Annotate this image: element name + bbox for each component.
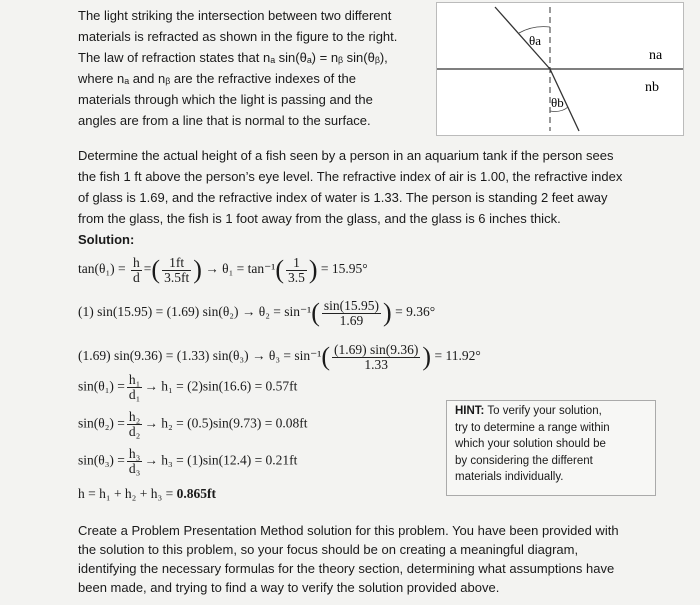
n-b-label: nb xyxy=(645,80,659,95)
intro-line: The light striking the intersection between two different xyxy=(78,8,392,23)
theta-a-label: θa xyxy=(529,33,541,48)
hint-line: try to determine a range within xyxy=(455,421,610,434)
equation-theta3: (1.69) sin(9.36) = (1.33) sin(θ₃) → θ₃ = sin⁻¹( $\frac{(1.69) \sin(9.36)}{1.33}$ ) = 11.92° xyxy=(78,341,481,372)
problem-statement xyxy=(78,145,678,229)
equation-h2: sin(θ₂) = $\frac{\text{h₂}}{\text{d₂}}$ → h₂ = (0.5)sin(9.73) = 0.08ft xyxy=(78,409,308,439)
hint-line: by considering the different xyxy=(455,454,593,467)
closing-line: identifying the necessary formulas for the theory section, determining what assumptions have xyxy=(78,561,615,576)
intro-line: where nₐ and nᵦ are the refractive indexes of the xyxy=(78,71,356,86)
problem-line: Determine the actual height of a fish seen by a person in an aquarium tank if the person sees xyxy=(78,148,614,163)
intro-line: materials through which the light is passing and the xyxy=(78,92,373,107)
incident-ray xyxy=(495,7,550,69)
equation-h1: sin(θ₁) = $\frac{\text{h₁}}{\text{d₁}}$ → h₁ = (2)sin(16.6) = 0.57ft xyxy=(78,372,298,402)
solution-label: Solution: xyxy=(78,232,135,247)
equation-theta1: tan(θ₁) = $\frac{h}{d}$ =( $\frac{1ft}{3.5ft}$ ) → θ₁ = tan⁻¹( $\frac{1}{3.5}$ ) = 15.95° xyxy=(78,254,368,285)
closing-line: the solution to this problem, so your focus should be on creating a meaningful diagram, xyxy=(78,542,579,557)
closing-paragraph xyxy=(78,521,678,597)
hint-line: materials individually. xyxy=(455,471,564,483)
n-a-label: na xyxy=(649,48,663,63)
closing-line: been made, and trying to find a way to verify the solution provided above. xyxy=(78,580,500,595)
intro-line: materials is refracted as shown in the figure to the right. xyxy=(78,29,398,44)
equation-h3: sin(θ₃) = $\frac{\text{h₃}}{\text{d₃}}$ → h₃ = (1)sin(12.4) = 0.21ft xyxy=(78,446,298,476)
intro-line: angles are from a line that is normal to the surface. xyxy=(78,113,371,128)
problem-line: of glass is 1.69, and the refractive index of water is 1.33. The person is standing 2 feet away xyxy=(78,190,608,205)
closing-line: Create a Problem Presentation Method solution for this problem. You have been provided with xyxy=(78,523,619,538)
intro-paragraph xyxy=(78,5,397,131)
refraction-diagram xyxy=(437,3,683,135)
hint-label: HINT: xyxy=(455,405,485,417)
refraction-figure xyxy=(436,2,684,136)
problem-line: the fish 1 ft above the person’s eye level. The refractive index of air is 1.00, the refractive index xyxy=(78,169,623,184)
total-height-value: 0.865ft xyxy=(176,486,216,501)
hint-line: which your solution should be xyxy=(455,438,606,450)
intro-line: The law of refraction states that nₐ sin(θₐ) = nᵦ sin(θᵦ), xyxy=(78,50,388,65)
hint-box xyxy=(446,400,656,496)
problem-line: from the glass, the fish is 1 foot away from the glass, and the glass is 6 inches thick. xyxy=(78,211,561,226)
theta-b-label: θb xyxy=(551,95,564,110)
equation-theta2: (1) sin(15.95) = (1.69) sin(θ₂) → θ₂ = sin⁻¹( $\frac{\sin(15.95)}{1.69}$ ) = 9.36° xyxy=(78,297,436,328)
hint-line: To verify your solution, xyxy=(484,405,602,417)
equation-total-height: h = h₁ + h₂ + h₃ = 0.865ft xyxy=(78,486,216,501)
